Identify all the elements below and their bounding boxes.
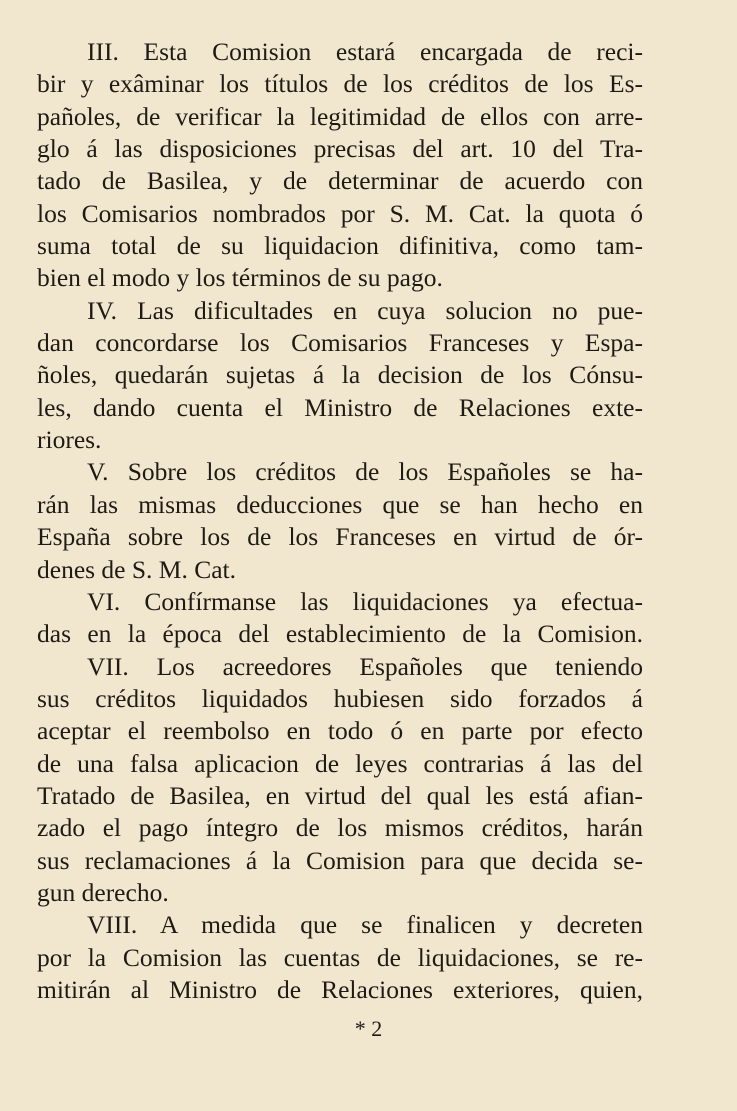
text-line: gun derecho.	[37, 877, 169, 907]
text-line: España sobre los de los Franceses en virtud de ór-	[37, 522, 643, 552]
text-line: riores.	[37, 425, 102, 455]
text-line: V. Sobre los créditos de los Españoles se ha-	[87, 457, 643, 487]
text-line: ñoles, quedarán sujetas á la decision de los Cónsu-	[37, 360, 643, 390]
text-line: VIII. A medida que se finalicen y decreten	[87, 910, 643, 940]
text-line: glo á las disposiciones precisas del art. 10 del Tra-	[37, 134, 643, 164]
page-text	[37, 36, 643, 1006]
text-line: rán las mismas deducciones que se han hecho en	[37, 489, 643, 519]
text-line: VII. Los acreedores Españoles que teniendo	[87, 651, 643, 681]
text-line: sus créditos liquidados hubiesen sido forzados á	[37, 683, 643, 713]
text-line: zado el pago íntegro de los mismos créditos, harán	[37, 813, 643, 843]
text-line: das en la época del establecimiento de la Comision.	[37, 619, 643, 649]
text-line: bir y exâminar los títulos de los créditos de los Es-	[37, 69, 643, 99]
text-line: IV. Las dificultades en cuya solucion no pue-	[87, 295, 643, 325]
text-line: bien el modo y los términos de su pago.	[37, 263, 443, 293]
text-line: de una falsa aplicacion de leyes contrarias á las del	[37, 748, 643, 778]
text-line: III. Esta Comision estará encargada de reci-	[87, 37, 643, 66]
text-line: suma total de su liquidacion difinitiva, como tam-	[37, 231, 643, 261]
text-line: VI. Confírmanse las liquidaciones ya efectua-	[87, 586, 643, 616]
page-signature-mark: * 2	[354, 1016, 383, 1041]
text-line: tado de Basilea, y de determinar de acuerdo con	[37, 166, 643, 196]
text-line: por la Comision las cuentas de liquidaciones, se re-	[37, 942, 643, 972]
text-line: dan concordarse los Comisarios Franceses y Espa-	[37, 328, 643, 358]
text-line: los Comisarios nombrados por S. M. Cat. la quota ó	[37, 198, 643, 228]
text-line: sus reclamaciones á la Comision para que decida se-	[37, 845, 643, 875]
text-line: les, dando cuenta el Ministro de Relaciones exte-	[37, 392, 643, 422]
text-line: denes de S. M. Cat.	[37, 554, 237, 584]
text-line: mitirán al Ministro de Relaciones exteriores, quien,	[37, 974, 643, 1004]
text-line: pañoles, de verificar la legitimidad de ellos con arre-	[37, 101, 643, 131]
text-line: aceptar el reembolso en todo ó en parte por efecto	[37, 716, 643, 746]
text-line: Tratado de Basilea, en virtud del qual les está afian-	[37, 780, 643, 810]
